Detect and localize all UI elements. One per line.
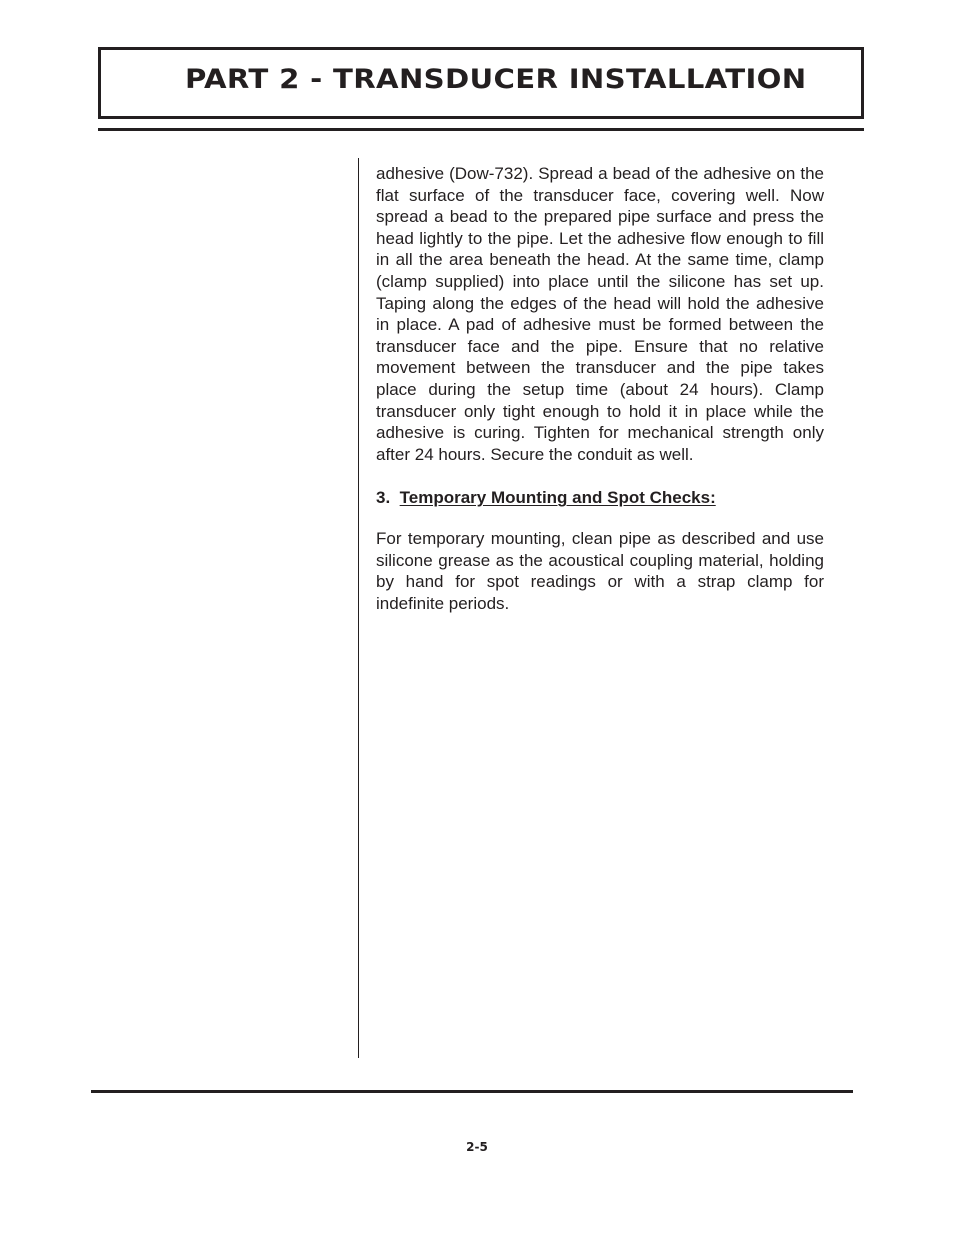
body-paragraph: For temporary mounting, clean pipe as described and use silicone grease as the acoustical coupling material, holding by hand for spot readings or with a strap clamp for indefinite periods. bbox=[376, 528, 824, 613]
title-box bbox=[98, 47, 864, 119]
footer-divider bbox=[91, 1090, 853, 1093]
section-number: 3. bbox=[376, 488, 391, 508]
main-content bbox=[376, 163, 824, 614]
page-title: PART 2 - TRANSDUCER INSTALLATION bbox=[185, 64, 807, 95]
column-divider bbox=[358, 158, 359, 1058]
section-title: Temporary Mounting and Spot Checks: bbox=[399, 488, 716, 508]
body-paragraph: adhesive (Dow-732). Spread a bead of the adhesive on the flat surface of the transducer face, covering well. Now spread a bead to the prepared pipe surface and press the head lightly to the pipe. Let the adhesive flow enough to fill in all the area beneath the head. At the same time, clamp (clamp supplied) into place until the silicone has set up. Taping along the edges of the head will hold the adhesive in place. A pad of adhesive must be formed between the transducer face and the pipe. Ensure that no relative movement between the transducer and the pipe takes place during the setup time (about 24 hours). Clamp transducer only tight enough to hold it in place while the adhesive is curing. Tighten for mechanical strength only after 24 hours. Secure the conduit as well. bbox=[376, 164, 824, 464]
page-number: 2-5 bbox=[466, 1140, 488, 1154]
section-heading bbox=[376, 487, 824, 509]
header-divider bbox=[98, 128, 864, 131]
